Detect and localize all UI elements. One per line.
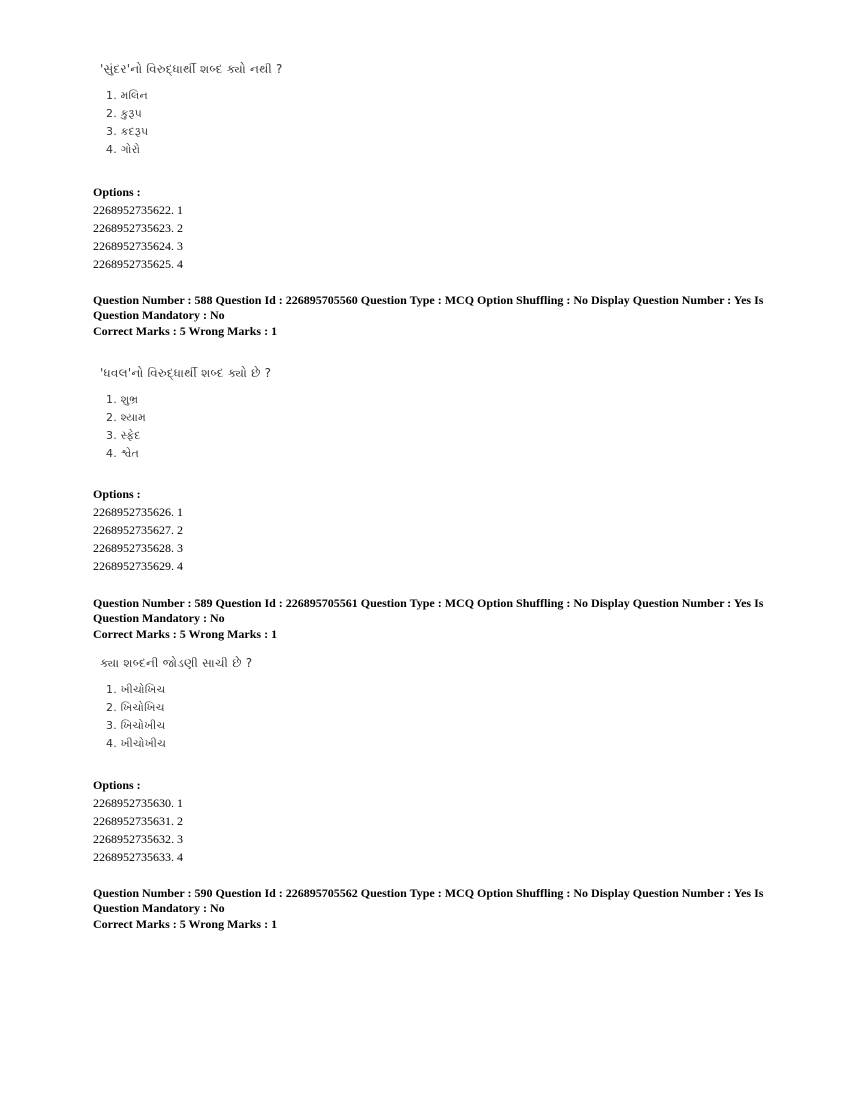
question-option: 3. સ્ફેદ xyxy=(106,429,141,442)
question-image xyxy=(100,62,283,159)
option-id: 2268952735625. 4 xyxy=(93,257,183,271)
question-meta xyxy=(93,886,773,932)
question-option: 1. મલિન xyxy=(106,89,148,102)
question-option: 2. કુરૂપ xyxy=(106,107,142,120)
question-meta xyxy=(93,293,773,339)
option-id: 2268952735632. 3 xyxy=(93,832,183,846)
question-image xyxy=(100,656,252,753)
question-image xyxy=(100,366,271,463)
option-id: 2268952735622. 1 xyxy=(93,203,183,217)
option-id: 2268952735631. 2 xyxy=(93,814,183,828)
option-id: 2268952735623. 2 xyxy=(93,221,183,235)
question-text: 'સુંદર'નો વિરુદ્ધાર્થી શબ્દ ક્યો નથી ? xyxy=(100,62,283,76)
option-id: 2268952735627. 2 xyxy=(93,523,183,537)
options-heading: Options : xyxy=(93,487,141,501)
question-meta-line: Question Number : 590 Question Id : 226895705562 Question Type : MCQ Option Shuffling : No Display Question Number : Yes Is Question Mandatory : No xyxy=(93,886,764,915)
option-id: 2268952735633. 4 xyxy=(93,850,183,864)
option-id: 2268952735629. 4 xyxy=(93,559,183,573)
question-meta xyxy=(93,596,773,642)
question-text: 'ધવલ'નો વિરુદ્ધાર્થી શબ્દ ક્યો છે ? xyxy=(100,366,272,380)
question-option: 1. ખીચોખિચ xyxy=(106,683,166,696)
question-text: ક્યા શબ્દની જોડણી સાચી છે ? xyxy=(100,656,253,670)
question-option: 4. ગોરો xyxy=(106,143,141,156)
question-option: 1. શુભ્ર xyxy=(106,393,139,406)
options-list xyxy=(93,485,183,575)
option-id: 2268952735630. 1 xyxy=(93,796,183,810)
option-id: 2268952735626. 1 xyxy=(93,505,183,519)
marks-line: Correct Marks : 5 Wrong Marks : 1 xyxy=(93,324,278,338)
question-option: 4. ખીચોખીચ xyxy=(106,737,167,750)
marks-line: Correct Marks : 5 Wrong Marks : 1 xyxy=(93,627,278,641)
question-meta-line: Question Number : 588 Question Id : 226895705560 Question Type : MCQ Option Shuffling : No Display Question Number : Yes Is Question Mandatory : No xyxy=(93,293,764,322)
question-option: 4. શ્વેત xyxy=(106,447,140,460)
options-heading: Options : xyxy=(93,778,141,792)
question-option: 2. ખિચોખિચ xyxy=(106,701,165,714)
question-meta-line: Question Number : 589 Question Id : 226895705561 Question Type : MCQ Option Shuffling : No Display Question Number : Yes Is Question Mandatory : No xyxy=(93,596,764,625)
marks-line: Correct Marks : 5 Wrong Marks : 1 xyxy=(93,917,278,931)
option-id: 2268952735624. 3 xyxy=(93,239,183,253)
question-option: 3. ખિચોખીચ xyxy=(106,719,166,732)
question-option: 2. શ્યામ xyxy=(106,411,147,424)
options-list xyxy=(93,776,183,866)
options-list xyxy=(93,183,183,273)
option-id: 2268952735628. 3 xyxy=(93,541,183,555)
question-option: 3. કદરૂપ xyxy=(106,125,149,138)
options-heading: Options : xyxy=(93,185,141,199)
